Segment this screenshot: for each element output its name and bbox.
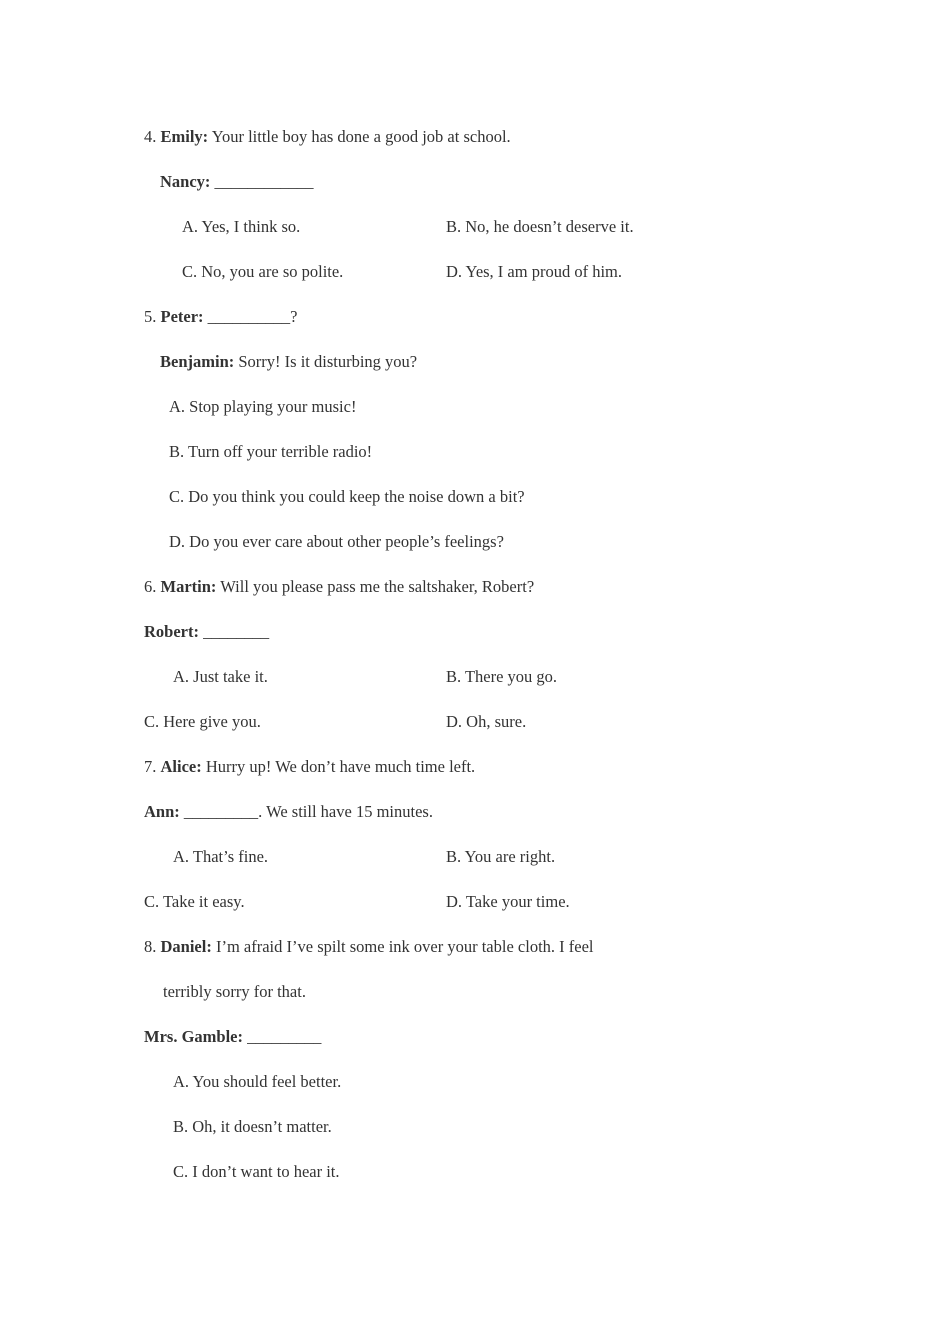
q8-speaker1: Daniel:: [160, 937, 212, 956]
q4-speaker1: Emily:: [160, 127, 209, 146]
q4-option-c: C. No, you are so polite.: [182, 262, 344, 281]
q4-option-a: A. Yes, I think so.: [182, 217, 301, 236]
q6-option-d: D. Oh, sure.: [446, 712, 527, 731]
q5-speaker2: Benjamin:: [160, 352, 235, 371]
q5-option-a: A. Stop playing your music!: [169, 397, 357, 416]
q5-blank: __________?: [207, 307, 298, 326]
q8-option-c: C. I don’t want to hear it.: [173, 1162, 340, 1181]
q8-text1: I’m afraid I’ve spilt some ink over your table cloth. I feel: [215, 937, 594, 956]
q6-speaker1: Martin:: [160, 577, 217, 596]
q7-option-d: D. Take your time.: [446, 892, 570, 911]
q4-number: 4.: [144, 127, 157, 146]
q5-prompt: [144, 307, 298, 327]
q7-blank: _________: [183, 802, 259, 821]
q6-speaker2: Robert:: [144, 622, 199, 641]
q6-blank: ________: [203, 622, 270, 641]
q8-prompt: [144, 937, 594, 957]
q8-speaker2: Mrs. Gamble:: [144, 1027, 243, 1046]
q4-blank: ____________: [214, 172, 314, 191]
q6-prompt: [144, 577, 534, 597]
q7-option-b: B. You are right.: [446, 847, 556, 866]
q7-speaker2: Ann:: [144, 802, 180, 821]
q7-option-a: A. That’s fine.: [173, 847, 269, 866]
q7-option-c: C. Take it easy.: [144, 892, 245, 911]
q5-text2: Sorry! Is it disturbing you?: [238, 352, 418, 371]
q8-prompt-continued: terribly sorry for that.: [163, 982, 306, 1001]
q6-option-b: B. There you go.: [446, 667, 558, 686]
q8-option-a: A. You should feel better.: [173, 1072, 342, 1091]
q7-prompt: [144, 757, 475, 777]
q4-option-b: B. No, he doesn’t deserve it.: [446, 217, 634, 236]
q7-response: [144, 802, 433, 822]
q7-number: 7.: [144, 757, 157, 776]
q8-number: 8.: [144, 937, 157, 956]
q6-response: [144, 622, 269, 642]
q7-speaker1: Alice:: [160, 757, 202, 776]
q6-option-c: C. Here give you.: [144, 712, 261, 731]
q5-speaker1: Peter:: [160, 307, 204, 326]
q8-option-b: B. Oh, it doesn’t matter.: [173, 1117, 332, 1136]
q5-option-d: D. Do you ever care about other people’s feelings?: [169, 532, 504, 551]
q6-text1: Will you please pass me the saltshaker, Robert?: [220, 577, 535, 596]
q4-response: [160, 172, 314, 192]
q5-number: 5.: [144, 307, 157, 326]
q4-speaker2: Nancy:: [160, 172, 211, 191]
q5-response: [160, 352, 417, 372]
q7-text1: Hurry up! We don’t have much time left.: [205, 757, 476, 776]
q8-blank: _________: [247, 1027, 322, 1046]
q7-text2: . We still have 15 minutes.: [258, 802, 433, 821]
q4-option-d: D. Yes, I am proud of him.: [446, 262, 622, 281]
q8-response: [144, 1027, 321, 1047]
q5-option-c: C. Do you think you could keep the noise down a bit?: [169, 487, 525, 506]
q6-option-a: A. Just take it.: [173, 667, 268, 686]
q5-option-b: B. Turn off your terrible radio!: [169, 442, 373, 461]
q6-number: 6.: [144, 577, 157, 596]
q4-text1: Your little boy has done a good job at school.: [211, 127, 511, 146]
q4-prompt: [144, 127, 511, 147]
